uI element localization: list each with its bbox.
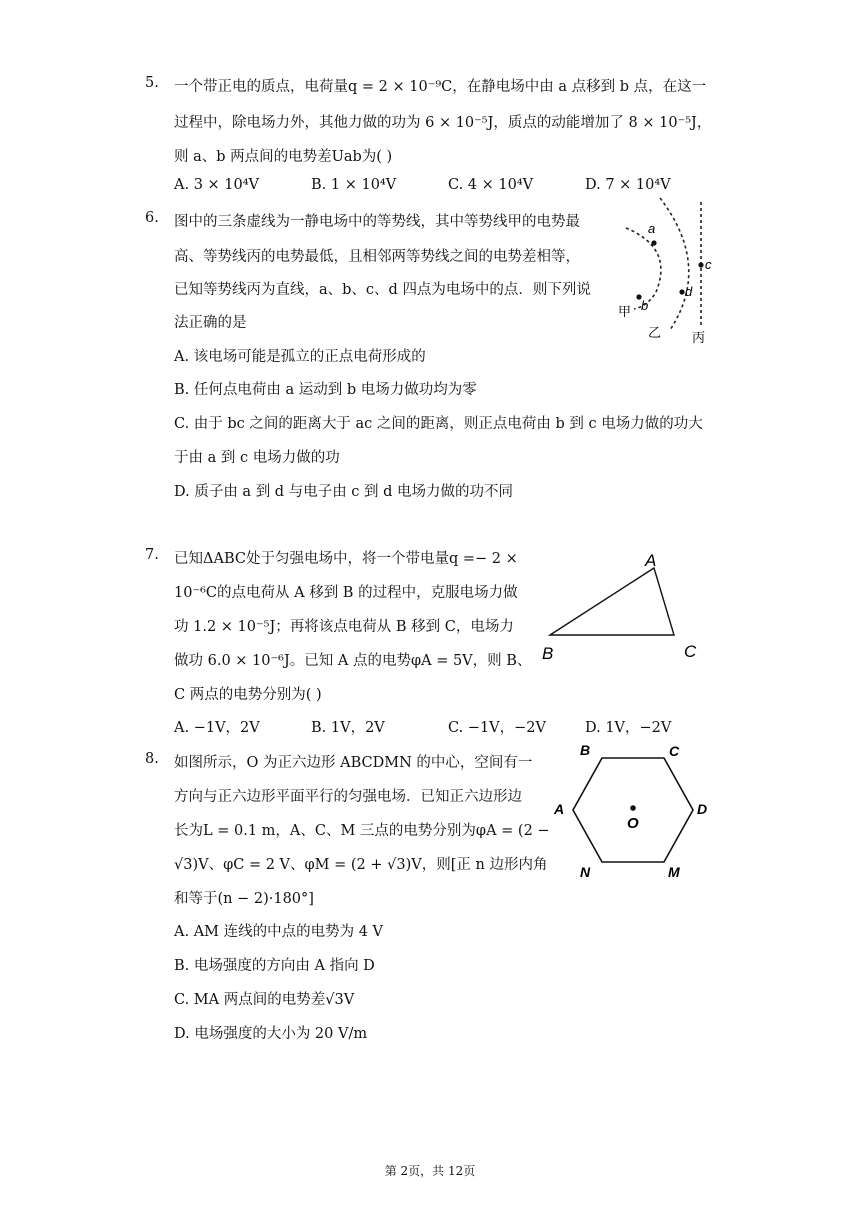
- q8-option-a[interactable]: A. AM 连线的中点的电势为 4 V: [174, 924, 384, 940]
- hexagon-figure: [548, 738, 720, 880]
- q7-line-4: 做功 6.0 × 10⁻⁶J。已知 A 点的电势φA = 5V，则 B、: [174, 653, 532, 669]
- q5-line-2: 过程中，除电场力外，其他力做的功为 6 × 10⁻⁵J，质点的动能增加了 8 × 10⁻⁵J，: [174, 115, 712, 131]
- equipotential-figure: [612, 196, 720, 348]
- equipotential-line-jia: [626, 228, 661, 309]
- q8-line-3: 长为L = 0.1 m，A、C、M 三点的电势分别为φA = (2 −: [174, 823, 550, 839]
- line-jia-label: 甲: [618, 304, 632, 319]
- q8-option-b[interactable]: B. 电场强度的方向由 A 指向 D: [174, 958, 375, 974]
- q7-line-3: 功 1.2 × 10⁻⁵J；再将该点电荷从 B 移到 C，电场力: [174, 619, 514, 635]
- q6-line-3: 已知等势线丙为直线，a、b、c、d 四点为电场中的点．则下列说: [174, 282, 591, 298]
- q7-line-1: 已知ΔABC处于匀强电场中，将一个带电量q =− 2 ×: [174, 551, 518, 567]
- q7-line-5: C 两点的电势分别为( ): [174, 687, 322, 703]
- vertex-n-label: N: [580, 864, 591, 880]
- q6-option-c-cont: 于由 a 到 c 电场力做的功: [174, 450, 340, 466]
- q6-option-d[interactable]: D. 质子由 a 到 d 与电子由 c 到 d 电场力做的功不同: [174, 484, 514, 500]
- line-bing-label: 丙: [692, 330, 706, 345]
- q6-line-2: 高、等势线丙的电势最低，且相邻两等势线之间的电势差相等，: [174, 249, 580, 265]
- vertex-m-label: M: [668, 864, 680, 880]
- point-d: [679, 289, 684, 294]
- q7-option-b[interactable]: B. 1V，2V: [311, 720, 385, 736]
- q5-option-c[interactable]: C. 4 × 10⁴V: [448, 177, 534, 193]
- q5-option-a[interactable]: A. 3 × 10⁴V: [174, 177, 260, 193]
- q7-option-d[interactable]: D. 1V，−2V: [585, 720, 672, 736]
- q6-line-1: 图中的三条虚线为一静电场中的等势线，其中等势线甲的电势最: [174, 214, 580, 230]
- q8-line-2: 方向与正六边形平面平行的匀强电场．已知正六边形边: [174, 789, 522, 805]
- triangle-abc: [550, 568, 674, 635]
- vertex-a-label: A: [645, 551, 657, 570]
- vertex-b-label: B: [580, 742, 591, 758]
- question-7-number: 7.: [145, 547, 159, 563]
- q6-option-c[interactable]: C. 由于 bc 之间的距离大于 ac 之间的距离，则正点电荷由 b 到 c 电场力做的功大: [174, 416, 703, 432]
- question-5-number: 5.: [145, 75, 159, 91]
- point-d-label: d: [685, 284, 693, 299]
- q7-option-c[interactable]: C. −1V，−2V: [448, 720, 546, 736]
- vertex-a-label: A: [554, 801, 565, 817]
- vertex-c-label: C: [669, 743, 680, 759]
- vertex-d-label: D: [697, 801, 708, 817]
- q5-option-d[interactable]: D. 7 × 10⁴V: [585, 177, 671, 193]
- q5-option-b[interactable]: B. 1 × 10⁴V: [311, 177, 397, 193]
- point-a: [651, 240, 656, 245]
- q8-line-5: 和等于(n − 2)·180°]: [174, 891, 314, 907]
- q5-line-1: 一个带正电的质点，电荷量q = 2 × 10⁻⁹C，在静电场中由 a 点移到 b 点，在这一: [174, 79, 707, 95]
- question-8-number: 8.: [145, 751, 159, 767]
- q7-option-a[interactable]: A. −1V，2V: [174, 720, 260, 736]
- line-yi-label: 乙: [648, 325, 662, 340]
- q6-line-4: 法正确的是: [174, 315, 247, 331]
- point-c-label: c: [705, 257, 712, 272]
- q8-line-4: √3)V、φC = 2 V、φM = (2 + √3)V，则[正 n 边形内角: [174, 857, 548, 873]
- q7-line-2: 10⁻⁶C的点电荷从 A 移到 B 的过程中，克服电场力做: [174, 585, 518, 601]
- q6-option-b[interactable]: B. 任何点电荷由 a 运动到 b 电场力做功均为零: [174, 382, 477, 398]
- point-c: [698, 262, 703, 267]
- q8-option-c[interactable]: C. MA 两点间的电势差√3V: [174, 992, 355, 1008]
- q8-line-1: 如图所示，O 为正六边形 ABCDMN 的中心，空间有一: [174, 755, 533, 771]
- point-b-label: b: [641, 298, 649, 313]
- question-6-number: 6.: [145, 210, 159, 226]
- vertex-c-label: C: [684, 642, 697, 661]
- center-o: [630, 805, 636, 811]
- point-a-label: a: [648, 221, 656, 236]
- center-o-label: O: [627, 815, 639, 832]
- q5-line-3: 则 a、b 两点间的电势差Uab为( ): [174, 149, 393, 165]
- equipotential-line-yi: [660, 198, 689, 330]
- page-footer: 第 2页，共 12页: [384, 1164, 476, 1178]
- q6-option-a[interactable]: A. 该电场可能是孤立的正点电荷形成的: [174, 349, 426, 365]
- q8-option-d[interactable]: D. 电场强度的大小为 20 V/m: [174, 1026, 368, 1042]
- triangle-figure: [536, 548, 708, 666]
- vertex-b-label: B: [542, 644, 554, 663]
